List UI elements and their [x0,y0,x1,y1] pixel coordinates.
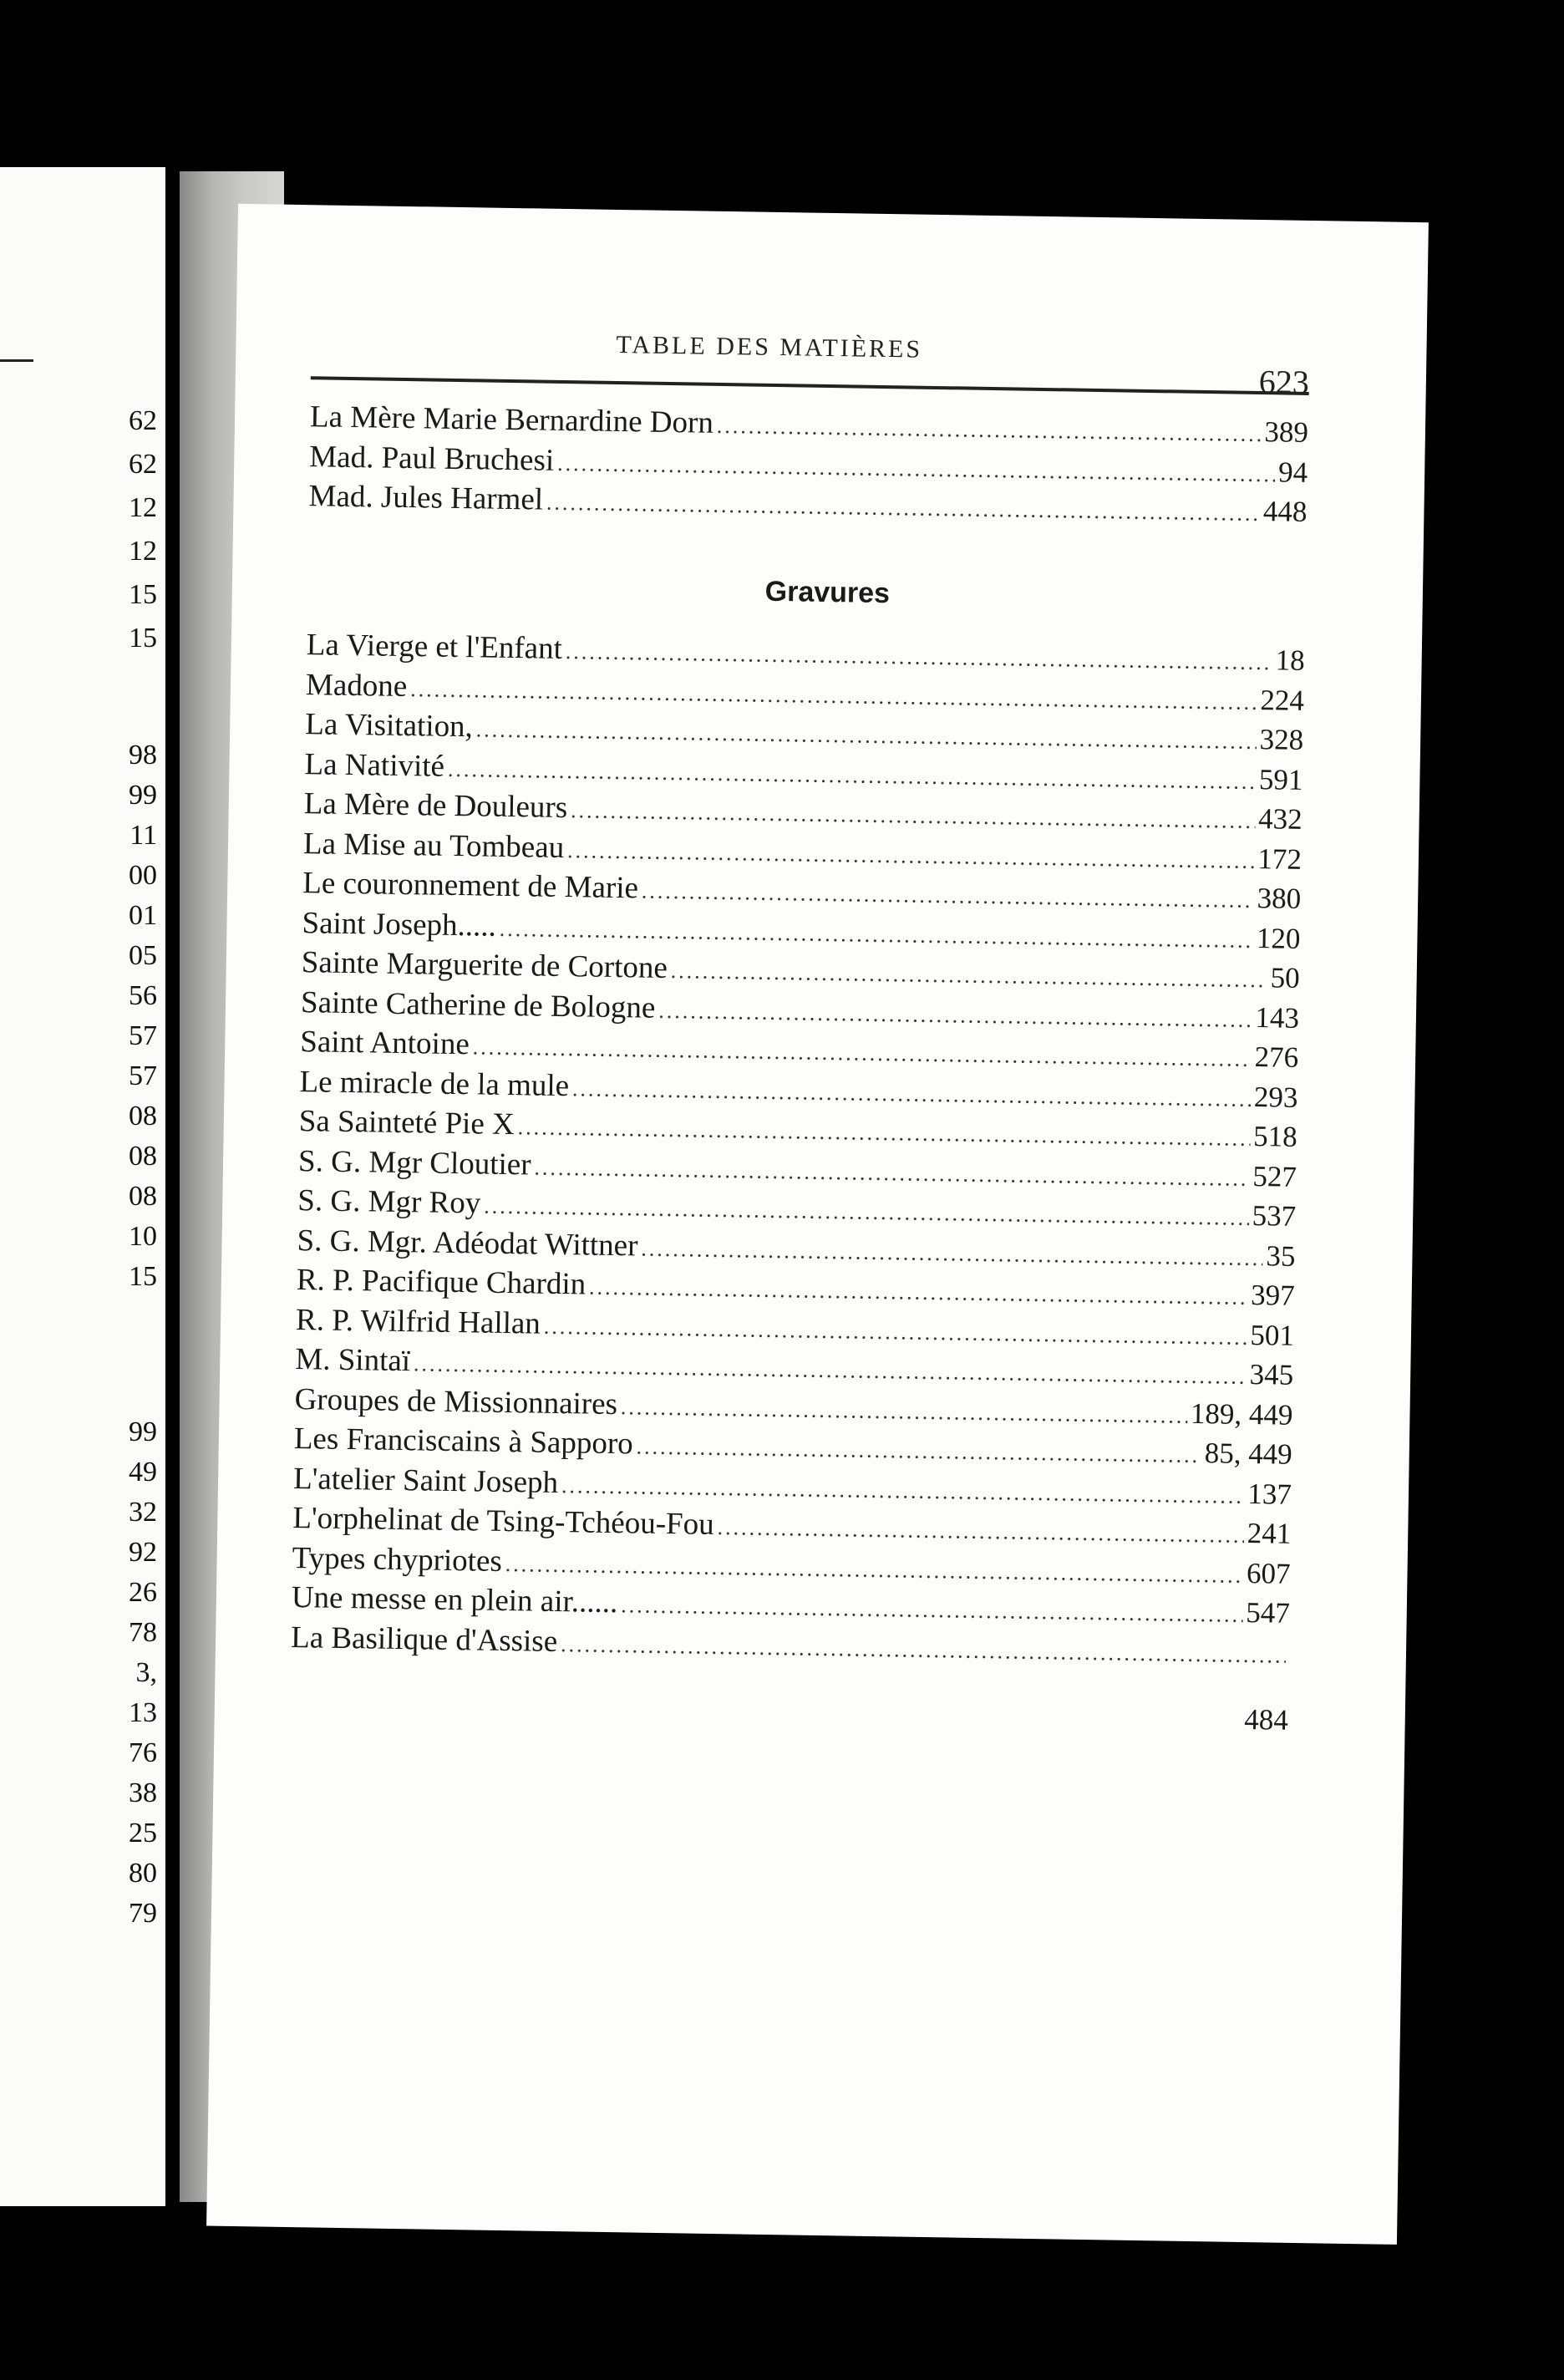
previous-page-number: 32 [129,1497,157,1528]
previous-page-number: 99 [129,780,157,811]
dot-leader [671,959,1267,993]
entry-title: Sainte Marguerite de Cortone [301,945,668,985]
entry-title: Saint Antoine [300,1025,470,1062]
entry-title: Mad. Jules Harmel [308,479,544,517]
entry-title: Groupes de Missionnaires [294,1381,618,1421]
entry-page: 448 [1262,495,1308,528]
entry-page: 241 [1247,1516,1292,1550]
trailing-page-number: 484 [1243,1702,1289,1737]
entry-title: M. Sintaï [295,1342,411,1379]
dot-leader [642,878,1254,913]
entry-page: 389 [1264,415,1309,449]
running-head: TABLE DES MATIÈRES [616,330,923,364]
dot-leader [546,491,1260,526]
dot-leader [517,1115,1250,1152]
entry-page: 224 [1260,683,1305,717]
dot-leader [641,1236,1262,1271]
entry-page: 189, 449 [1190,1396,1293,1432]
previous-page-number: 11 [129,820,157,851]
entry-page: 35 [1266,1238,1296,1273]
entry-title: Types chypriotes [292,1540,503,1579]
previous-page-number: 08 [129,1181,157,1212]
entry-title: La Vierge et l'Enfant [306,628,563,666]
previous-page-number: 01 [129,900,157,931]
entry-page: 293 [1253,1080,1298,1114]
previous-page-number: 13 [129,1697,157,1728]
header-rule [311,376,1309,395]
entry-page: 432 [1257,802,1302,836]
entry-title: L'orphelinat de Tsing-Tchéou-Fou [292,1501,714,1542]
dot-leader [561,1632,1286,1669]
dot-leader [621,1593,1242,1628]
entry-page: 518 [1252,1120,1298,1153]
entry-page: 537 [1252,1199,1297,1233]
entry-title: Une messe en plein air...... [291,1580,618,1620]
dot-leader [636,1434,1201,1468]
entry-page: 380 [1257,882,1302,915]
dot-leader [544,1314,1247,1350]
dot-leader [500,916,1254,953]
entry-title: R. P. Pacifique Chardin [296,1263,586,1302]
entry-page: 120 [1256,921,1301,955]
entry-title: La Mère de Douleurs [303,786,568,826]
entry-page: 328 [1259,723,1304,756]
previous-page-number: 05 [129,940,157,971]
dot-leader [561,1473,1245,1509]
dot-leader [621,1395,1187,1429]
entry-title: La Mise au Tombeau [302,826,565,865]
dot-leader [717,1515,1244,1549]
previous-page-number: 78 [129,1617,157,1648]
previous-page-number: 57 [129,1060,157,1091]
previous-page-number: 15 [129,579,157,610]
dot-leader [572,1076,1251,1112]
dot-leader [414,1351,1247,1390]
dot-leader [589,1275,1248,1310]
previous-page-number: 80 [129,1858,157,1889]
page [206,204,1429,2245]
previous-page-number: 15 [129,1261,157,1292]
entry-title: R. P. Wilfrid Hallan [295,1302,541,1341]
previous-page-number: 00 [129,860,157,891]
previous-page-number: 79 [129,1898,157,1929]
previous-page-number: 3, [135,1657,157,1688]
entry-title: Sa Sainteté Pie X [298,1104,515,1142]
entry-page: 85, 449 [1204,1437,1293,1471]
previous-page-number: 49 [129,1457,157,1488]
entry-title: S. G. Mgr. Adéodat Wittner [297,1223,638,1263]
dot-leader [567,838,1255,874]
previous-page-number: 57 [129,1020,157,1051]
page-number: 623 [1258,363,1310,401]
entry-title: S. G. Mgr Cloutier [297,1143,531,1182]
dot-leader [571,798,1255,834]
dot-leader [473,1035,1252,1072]
previous-page-number: 25 [129,1818,157,1849]
entry-page: 547 [1245,1595,1291,1630]
previous-page-number: 62 [129,405,157,436]
entry-page: 94 [1277,455,1308,489]
entry-page: 276 [1254,1040,1299,1074]
previous-page-number: 38 [129,1777,157,1808]
previous-page-number: 62 [129,449,157,480]
entry-page: 591 [1258,762,1303,796]
dot-leader [717,414,1262,447]
entry-title: Les Franciscains à Sapporo [293,1421,634,1462]
entry-title: Sainte Catherine de Bologne [300,984,656,1025]
entry-title: La Mère Marie Bernardine Dorn [309,399,714,440]
previous-page-number: 08 [129,1101,157,1132]
entry-title: La Nativité [304,746,445,784]
previous-page-number: 26 [129,1577,157,1608]
dot-leader [505,1552,1244,1589]
entry-title: La Visitation, [304,707,474,745]
entry-page: 50 [1270,961,1300,994]
entry-page: 18 [1275,643,1305,677]
entry-page: 397 [1250,1279,1296,1312]
entry-title: Le miracle de la mule [299,1064,570,1103]
dot-leader [534,1155,1249,1191]
entry-title: L'atelier Saint Joseph [292,1461,559,1500]
previous-page-number: 15 [129,623,157,653]
entry-page: 345 [1249,1357,1294,1391]
entry-title: Mad. Paul Bruchesi [309,439,555,478]
entry-page: 137 [1247,1477,1292,1511]
dot-leader [557,450,1275,486]
entry-title: La Basilique d'Assise [290,1620,558,1659]
entry-page: 607 [1246,1556,1291,1590]
gravures-list [291,627,1305,1675]
section-heading: Gravures [764,575,891,610]
dot-leader [476,717,1257,755]
entry-page: 172 [1257,842,1302,876]
entry-title: Saint Joseph..... [302,905,497,943]
previous-page-number: 12 [129,492,157,523]
previous-page-number: 10 [129,1221,157,1252]
previous-page-number: 08 [129,1141,157,1172]
previous-page-strip [0,167,165,2206]
previous-page-number: 92 [129,1537,157,1568]
entry-title: Madone [305,667,408,704]
previous-page-number: 76 [129,1737,157,1768]
previous-page-number: 99 [129,1416,157,1447]
dot-leader [484,1194,1249,1231]
previous-page-number: 98 [129,740,157,770]
top-entries-list [308,399,1308,533]
dot-leader [566,639,1272,675]
dot-leader [448,756,1256,794]
entry-page: 143 [1255,1000,1300,1035]
previous-page-number: 12 [129,536,157,567]
entry-page: 527 [1252,1159,1297,1193]
entry-page: 501 [1250,1318,1295,1352]
previous-page-number: 56 [129,980,157,1011]
entry-title: Le couronnement de Marie [302,866,639,906]
previous-page-rule [0,359,33,362]
dot-leader [658,998,1252,1032]
entry-title: S. G. Mgr Roy [297,1183,481,1221]
